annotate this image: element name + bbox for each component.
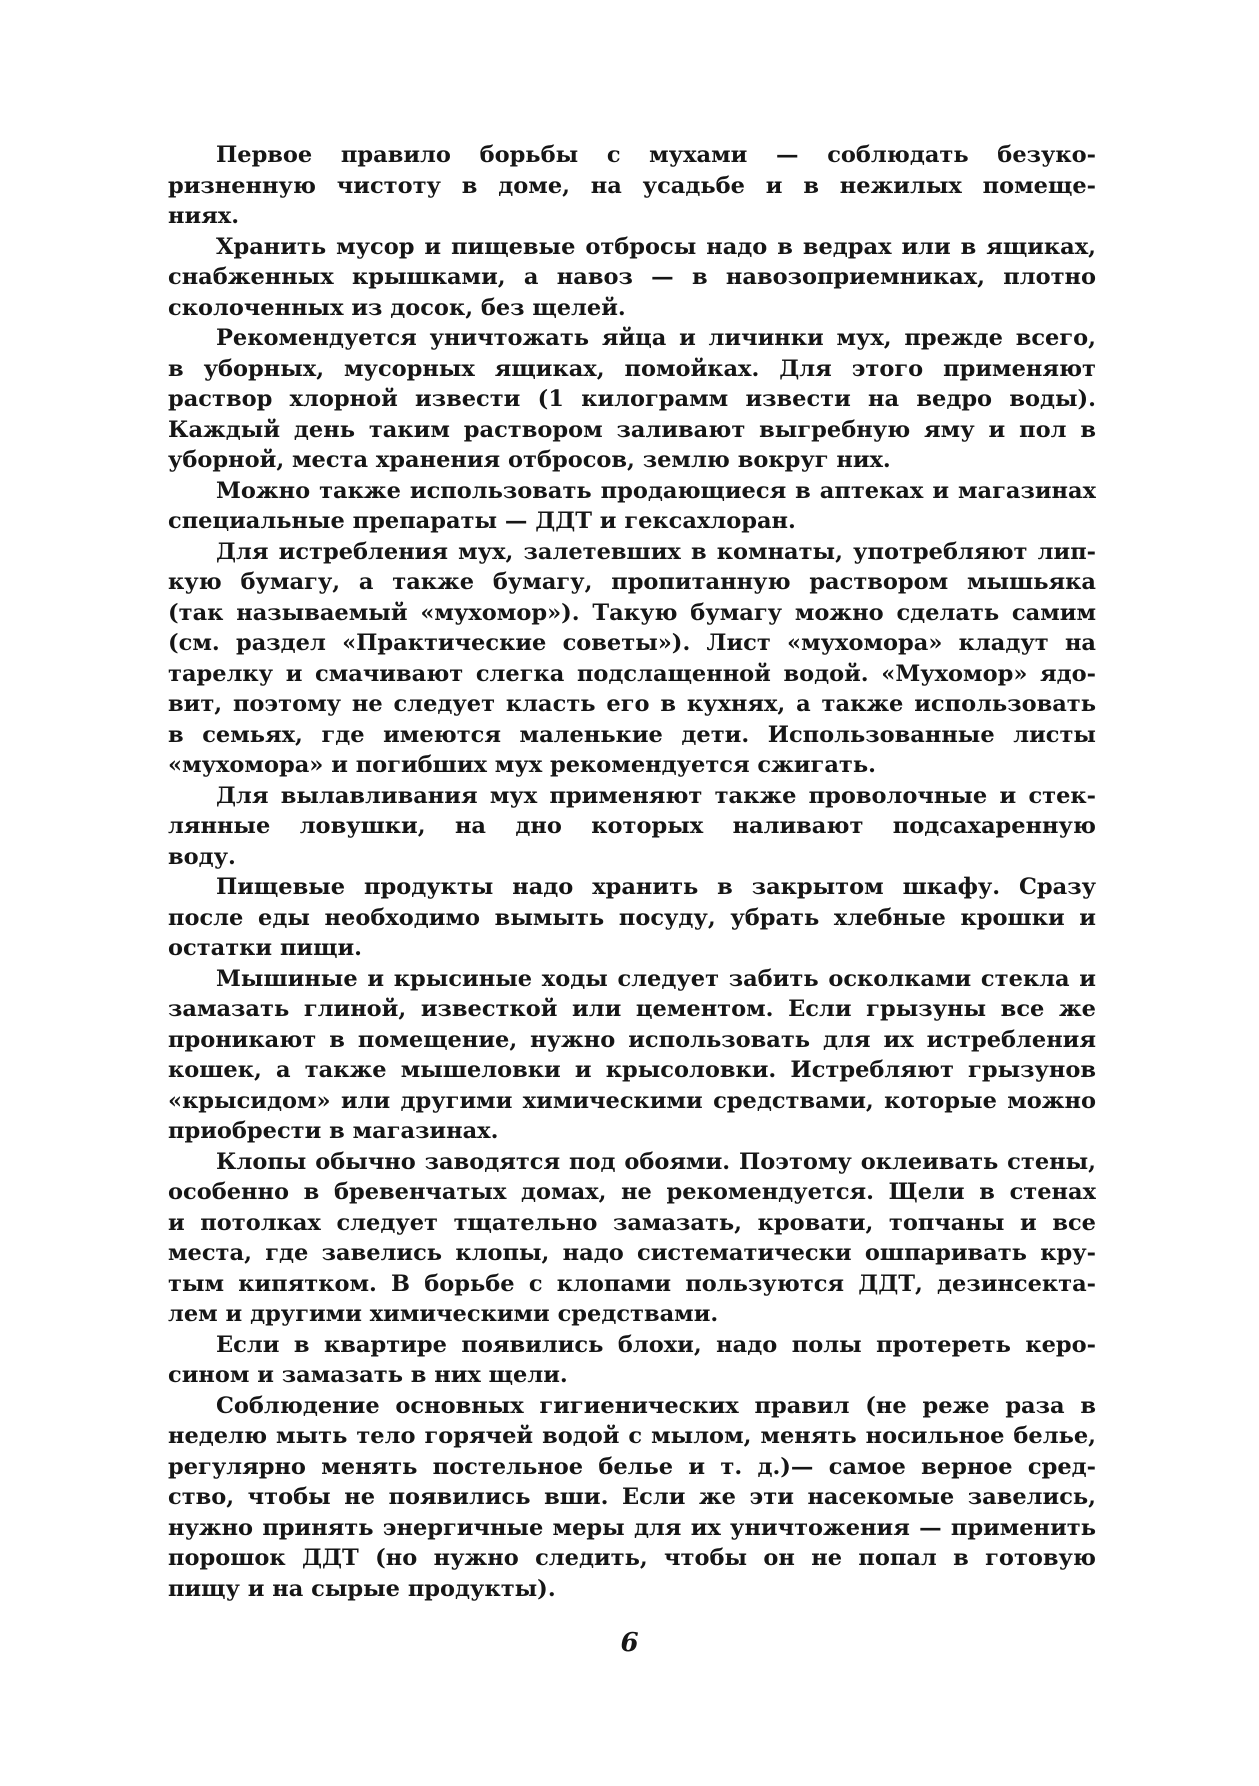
text-line: Первое правило борьбы с мухами — соблюдать безуко- — [216, 142, 1096, 168]
text-line: ризненную чистоту в доме, на усадьбе и в нежилых помеще- — [168, 172, 1096, 199]
text-line: уборной, места хранения отбросов, землю вокруг них. — [168, 447, 891, 473]
text-line: специальные препараты — ДДТ и гексахлоран. — [168, 508, 796, 534]
text-line: ство, чтобы не появились вши. Если же эти насекомые завелись, — [168, 1484, 1096, 1510]
paragraph-sticky-paper — [168, 537, 1096, 781]
text-line: особенно в бревенчатых домах, не рекомендуется. Щели в стенах — [168, 1179, 1096, 1205]
text-line: Если в квартире появились блохи, надо полы протереть керо- — [216, 1331, 1096, 1358]
text-line: Для вылавливания мух применяют также проволочные и стек- — [216, 782, 1096, 809]
text-line: Для истребления мух, залетевших в комнаты, употребляют лип- — [216, 538, 1096, 565]
text-line: воду. — [168, 843, 236, 870]
text-line: «крысидом» или другими химическими средствами, которые можно — [168, 1087, 1096, 1114]
paragraph-lice — [168, 1391, 1096, 1605]
paragraph-preparations — [168, 476, 1096, 537]
paragraph-traps — [168, 781, 1096, 873]
paragraph-garbage-storage — [168, 232, 1096, 324]
paragraph-food-storage — [168, 872, 1096, 964]
text-line: тарелку и смачивают слегка подслащенной водой. «Мухомор» ядо- — [168, 660, 1096, 687]
text-line: сколоченных из досок, без щелей. — [168, 294, 626, 321]
text-line: места, где завелись клопы, надо систематически ошпаривать кру- — [168, 1240, 1096, 1266]
text-line: вит, поэтому не следует класть его в кухнях, а также использовать — [168, 691, 1096, 717]
text-line: Соблюдение основных гигиенических правил (не реже раза в — [216, 1392, 1096, 1419]
text-line: кошек, а также мышеловки и крысоловки. Истребляют грызунов — [168, 1057, 1096, 1083]
text-line: нужно принять энергичные меры для их уничтожения — применить — [168, 1514, 1096, 1541]
paragraph-eggs-larvae — [168, 323, 1096, 476]
text-line: Рекомендуется уничтожать яйца и личинки мух, прежде всего, — [216, 325, 1096, 351]
text-line: Каждый день таким раствором заливают выгребную яму и пол в — [168, 416, 1096, 443]
text-line: кую бумагу, а также бумагу, пропитанную раствором мышьяка — [168, 569, 1096, 595]
text-line: и потолках следует тщательно замазать, кровати, топчаны и все — [168, 1209, 1096, 1236]
text-line: «мухомора» и погибших мух рекомендуется сжигать. — [168, 752, 876, 778]
text-line: порошок ДДТ (но нужно следить, чтобы он не попал в готовую — [168, 1545, 1096, 1571]
text-line: остатки пищи. — [168, 935, 362, 961]
text-line: Хранить мусор и пищевые отбросы надо в ведрах или в ящиках, — [216, 233, 1096, 260]
text-line: проникают в помещение, нужно использовать для их истребления — [168, 1026, 1096, 1053]
text-line: (так называемый «мухомор»). Такую бумагу можно сделать самим — [168, 599, 1096, 626]
paragraph-rodents — [168, 964, 1096, 1147]
page-number: 6 — [620, 1628, 639, 1658]
text-line: раствор хлорной извести (1 килограмм извести на ведро воды). — [168, 386, 1096, 412]
paragraph-fleas — [168, 1330, 1096, 1391]
text-line: в семьях, где имеются маленькие дети. Использованные листы — [168, 721, 1096, 748]
text-line: приобрести в магазинах. — [168, 1118, 499, 1144]
text-line: регулярно менять постельное белье и т. д.)— самое верное сред- — [168, 1453, 1096, 1480]
text-line: Пищевые продукты надо хранить в закрытом шкафу. Сразу — [216, 874, 1096, 900]
page-body — [168, 140, 1096, 1604]
text-line: сином и замазать в них щели. — [168, 1362, 568, 1388]
text-line: Мышиные и крысиные ходы следует забить осколками стекла и — [216, 965, 1096, 992]
text-line: лянные ловушки, на дно которых наливают подсахаренную — [168, 813, 1096, 839]
text-line: (см. раздел «Практические советы»). Лист «мухомора» кладут на — [168, 630, 1096, 656]
text-line: снабженных крышками, а навоз — в навозоприемниках, плотно — [168, 264, 1096, 290]
text-line: после еды необходимо вымыть посуду, убрать хлебные крошки и — [168, 904, 1096, 931]
paragraph-bedbugs — [168, 1147, 1096, 1330]
text-line: ниях. — [168, 203, 240, 229]
text-line: замазать глиной, известкой или цементом. Если грызуны все же — [168, 996, 1096, 1022]
text-line: тым кипятком. В борьбе с клопами пользуются ДДТ, дезинсекта- — [168, 1270, 1096, 1297]
text-line: неделю мыть тело горячей водой с мылом, менять носильное белье, — [168, 1423, 1096, 1449]
text-line: пищу и на сырые продукты). — [168, 1575, 556, 1602]
text-line: в уборных, мусорных ящиках, помойках. Для этого применяют — [168, 355, 1096, 382]
text-line: лем и другими химическими средствами. — [168, 1301, 719, 1327]
paragraph-flies-rule — [168, 140, 1096, 232]
text-line: Клопы обычно заводятся под обоями. Поэтому оклеивать стены, — [216, 1148, 1096, 1175]
text-line: Можно также использовать продающиеся в аптеках и магазинах — [216, 477, 1096, 504]
